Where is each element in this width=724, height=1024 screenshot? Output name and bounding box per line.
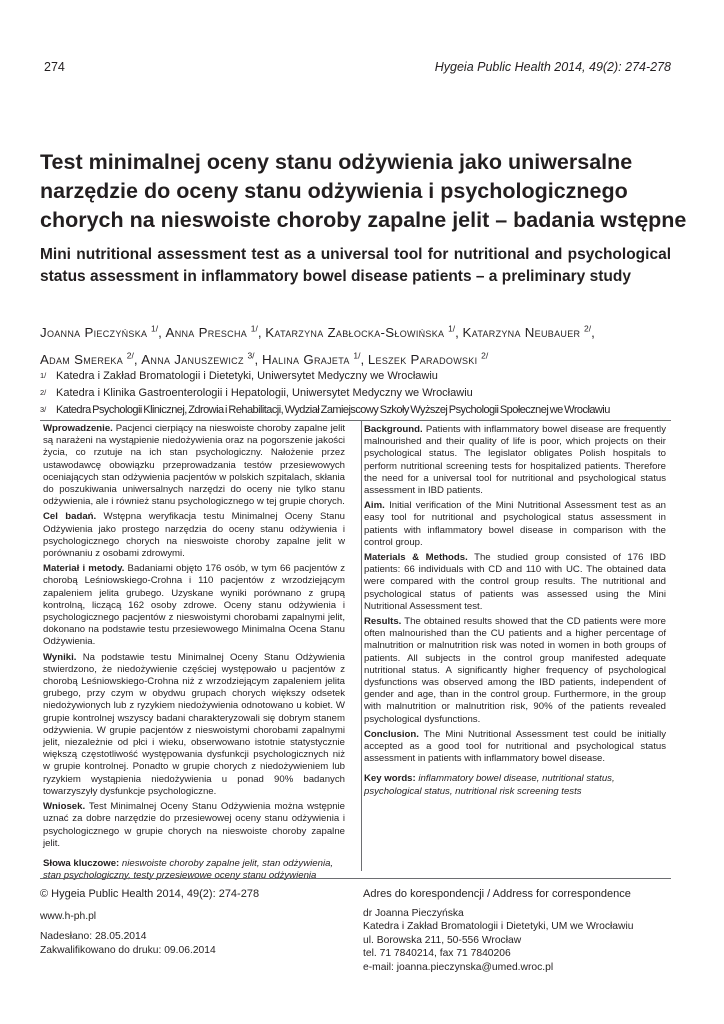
abstract-section — [364, 552, 666, 613]
section-heading: Conclusion. — [364, 728, 419, 740]
section-text: Pacjenci cierpiący na nieswoiste choroby zapalne jelit są narażeni na wystąpienie niedożywienia oraz na pogorszenie jakości życia, co rzutuje na ich stan psychologiczny. Nałożenie przez ustawodawcę obowiązku przeprowadzania testów przesiewowych oceniających stan odżywienia pacjentów w polskich szpitalach, skłania do poszukiwania uniwersalnych narzędzi do oceny nie tylko stanu odżywienia, ale i również stanu psychologicznego w tej grupie chorych. — [43, 423, 345, 508]
author — [368, 352, 488, 367]
keywords-text: inflammatory bowel disease, nutritional status, psychological status, nutritional risk screening tests — [364, 773, 615, 797]
abstract-section — [364, 616, 666, 726]
affiliation-item — [40, 385, 680, 402]
page-number: 274 — [44, 60, 65, 74]
affiliation-item — [40, 402, 680, 419]
correspondence-street: ul. Borowska 211, 50-556 Wrocław — [363, 934, 522, 946]
author — [262, 352, 368, 367]
correspondence-name: dr Joanna Pieczyńska — [363, 907, 464, 919]
author-separator: , — [360, 351, 368, 367]
correspondence — [363, 888, 633, 974]
author-name: Leszek Paradowski — [367, 351, 478, 367]
received-date: Nadesłano: 28.05.2014 — [40, 931, 147, 942]
author — [265, 325, 462, 340]
section-text: The Mini Nutritional Assessment test could be initially accepted as a good tool for nutritional and psychological status assessment in patients with inflammatory bowel disease. — [364, 728, 666, 765]
keywords-heading: Key words: — [364, 773, 416, 785]
author-separator: , — [257, 325, 266, 341]
correspondence-email[interactable]: e-mail: joanna.pieczynska@umed.wroc.pl — [363, 961, 554, 973]
title-english: Mini nutritional assessment test as a universal tool for nutritional and psychological status assessment in inflammatory bowel disease patients – a preliminary study — [40, 246, 671, 285]
author-name: Adam Smereka — [40, 351, 124, 367]
section-heading: Wniosek. — [43, 801, 86, 813]
author-separator: , — [591, 325, 595, 341]
affiliation-text: Katedra i Klinika Gastroenterologii i Hepatologii, Uniwersytet Medyczny we Wrocławiu — [56, 387, 473, 399]
section-heading: Results. — [364, 616, 402, 628]
abstract-section — [43, 511, 345, 560]
author — [40, 325, 166, 340]
author-affiliation: 1/ — [353, 350, 361, 361]
section-heading: Cel badań. — [43, 511, 97, 523]
divider-bottom — [40, 878, 671, 879]
author-name: Anna Januszewicz — [141, 351, 244, 367]
author-name: Anna Prescha — [165, 325, 248, 341]
abstract-section — [43, 801, 345, 850]
abstract-polish — [43, 423, 345, 885]
keywords-heading: Słowa kluczowe: — [43, 857, 120, 869]
author-affiliation: 2/ — [584, 324, 592, 334]
section-text: Badaniami objęto 176 osób, w tym 66 pacjentów z chorobą Leśniowskiego-Crohna i 110 pacjentów z wrzodziejącym zapaleniem jelita grubego. Uzyskane wyniki porównano z grupą kontrolną, liczącą 162 osoby zdrowe. Oceny stanu odżywienia i psychologicznego pacjentów z nieswoistymi chorobami zapalnymi jelit, dokonano na podstawie testu przesiewowego Minimalna Ocena Stanu Odżywienia. — [43, 563, 345, 648]
author — [166, 325, 266, 340]
author-separator: , — [133, 351, 142, 367]
section-text: The obtained results showed that the CD patients were more often malnourished than the CU patients and a higher percentage of malnutrition or malnutrition risk was noted in women in both groups of patients. All subjects in the control group manifested adequate nutritional status. A significantly higher frequency of psychological dysfunctions was observed among the IBD patients, independent of gender and age, than in the control group. Furthermore, in the group with malnutrition or malnutrition risk, 90% of the patients revealed psychological dysfunctions. — [364, 616, 666, 725]
affiliation-number: 3/ — [40, 405, 47, 414]
abstract-section — [43, 563, 345, 648]
section-text: Wstępna weryfikacja testu Minimalnej Oceny Stanu Odżywienia jako prostego narzędzia do oceny stanu odżywienia i psychologicznego chorych na nieswoiste choroby zapalne jelit w porównaniu z osobami zdrowymi. — [43, 511, 346, 560]
abstract-section — [43, 423, 345, 508]
author-name: Katarzyna Zabłocka-Słowińska — [265, 325, 445, 341]
author-affiliation: 3/ — [247, 350, 255, 361]
author-list — [40, 318, 680, 371]
author-separator: , — [158, 325, 166, 341]
column-divider — [361, 421, 362, 871]
section-heading: Wprowadzenie. — [43, 423, 113, 434]
author — [40, 352, 141, 367]
copyright: © Hygeia Public Health 2014, 49(2): 274-278 — [40, 888, 260, 900]
author-affiliation: 1/ — [151, 324, 159, 334]
author-separator: , — [254, 351, 262, 367]
publication-info — [40, 888, 259, 957]
author-name: Katarzyna Neubauer — [462, 325, 581, 341]
affiliation-text: Katedra Psychologii Klinicznej, Zdrowia i Rehabilitacji, Wydział Zamiejscowy Szkoły Wyższej Psychologii Społecznej we Wrocławiu — [56, 404, 610, 416]
section-heading: Materiał i metody. — [43, 563, 125, 575]
divider-top — [40, 420, 671, 421]
journal-url[interactable]: www.h-ph.pl — [40, 910, 97, 922]
section-text: Na podstawie testu Minimalnej Oceny Stanu Odżywienia stwierdzono, że niedożywienie częściej występowało u pacjentów z chorobą Leśniowskiego-Crohna niż z wrzodziejącym zapaleniem jelita grubego, przy czym w obydwu grupach chorych większy odsetek niedożywionych lub z ryzykiem niedożywienia odnotowano u kobiet. W grupie kontrolnej wszyscy badani charakteryzowali się dobrym stanem odżywienia. W grupie pacjentów z nieswoistymi chorobami zapalnymi jelit, niezależnie od płci i wieku, obserwowano istotnie statystycznie większą częstotliwość występowania dysfunkcji psychologicznych niż w grupie kontrolnej. Ponadto w grupie chorych z niedożywieniem lub ryzykiem wystąpienia niedożywienia u ponad 90% badanych towarzyszyły dysfunkcje psychologiczne. — [43, 651, 345, 797]
author-separator: , — [455, 325, 463, 341]
author — [463, 325, 595, 340]
correspondence-phone: tel. 71 7840214, fax 71 7840206 — [363, 948, 511, 959]
author-affiliation: 2/ — [481, 350, 489, 361]
section-text: Initial verification of the Mini Nutritional Assessment test as an easy tool for nutritional and psychological status assessment in patients with inflammatory bowel disease in comparison with the control group. — [364, 500, 666, 548]
correspondence-dept: Katedra i Zakład Bromatologii i Dietetyki, UM we Wrocławiu — [363, 921, 634, 932]
journal-header: Hygeia Public Health 2014, 49(2): 274-278 — [434, 60, 671, 74]
affiliation-number: 1/ — [40, 371, 47, 380]
abstract-english — [364, 424, 666, 801]
section-text: The studied group consisted of 176 IBD patients: 66 individuals with CD and 110 with UC. The obtained data were compared with the control group results. The nutritional and psychological status of patients was assessed using the Mini Nutritional Assessment test. — [364, 552, 666, 612]
correspondence-heading: Adres do korespondencji / Address for correspondence — [363, 888, 631, 900]
section-heading: Wyniki. — [43, 651, 77, 663]
author-name: Joanna Pieczyńska — [40, 325, 148, 341]
section-heading: Background. — [364, 424, 423, 435]
affiliation-text: Katedra i Zakład Bromatologii i Dietetyki, Uniwersytet Medyczny we Wrocławiu — [56, 370, 438, 382]
section-text: Patients with inflammatory bowel disease are frequently malnourished and their quality of life is poor, which projects on their psychological status. The legislator obligates Polish hospitals to perform nutritional screening tests for hospitalized patients. Therefore the need for a universal tool for nutritional and psychological status assessment in IBD patients. — [364, 424, 666, 497]
accepted-date: Zakwalifikowano do druku: 09.06.2014 — [40, 944, 216, 956]
author-affiliation: 2/ — [126, 350, 134, 361]
keywords-text: nieswoiste choroby zapalne jelit, stan odżywienia, stan psychologiczny, testy przesiewowe oceny stanu odżywienia — [43, 857, 334, 882]
section-text: Test Minimalnej Oceny Stanu Odżywienia można wstępnie uznać za dobre narzędzie do przesiewowej oceny stanu odżywienia i psychologicznego w grupie chorych na nieswoiste choroby zapalne jelit. — [43, 801, 345, 849]
abstract-section — [364, 500, 666, 549]
affiliation-item — [40, 368, 680, 385]
abstract-section — [364, 424, 666, 497]
abstract-section — [43, 652, 345, 798]
keywords — [364, 773, 666, 797]
section-heading: Aim. — [364, 500, 385, 512]
author-affiliation: 1/ — [448, 324, 456, 334]
author-name: Halina Grajeta — [261, 351, 350, 367]
affiliation-list — [40, 368, 680, 419]
title-polish: Test minimalnej oceny stanu odżywienia jako uniwersalne narzędzie do oceny stanu odżywienia i psychologicznego chorych na nieswoiste choroby zapalne jelit – badania wstępne — [40, 150, 687, 232]
author — [141, 352, 262, 367]
section-heading: Materials & Methods. — [364, 552, 468, 564]
author-affiliation: 1/ — [250, 324, 258, 334]
abstract-section — [364, 729, 666, 766]
affiliation-number: 2/ — [40, 388, 47, 397]
